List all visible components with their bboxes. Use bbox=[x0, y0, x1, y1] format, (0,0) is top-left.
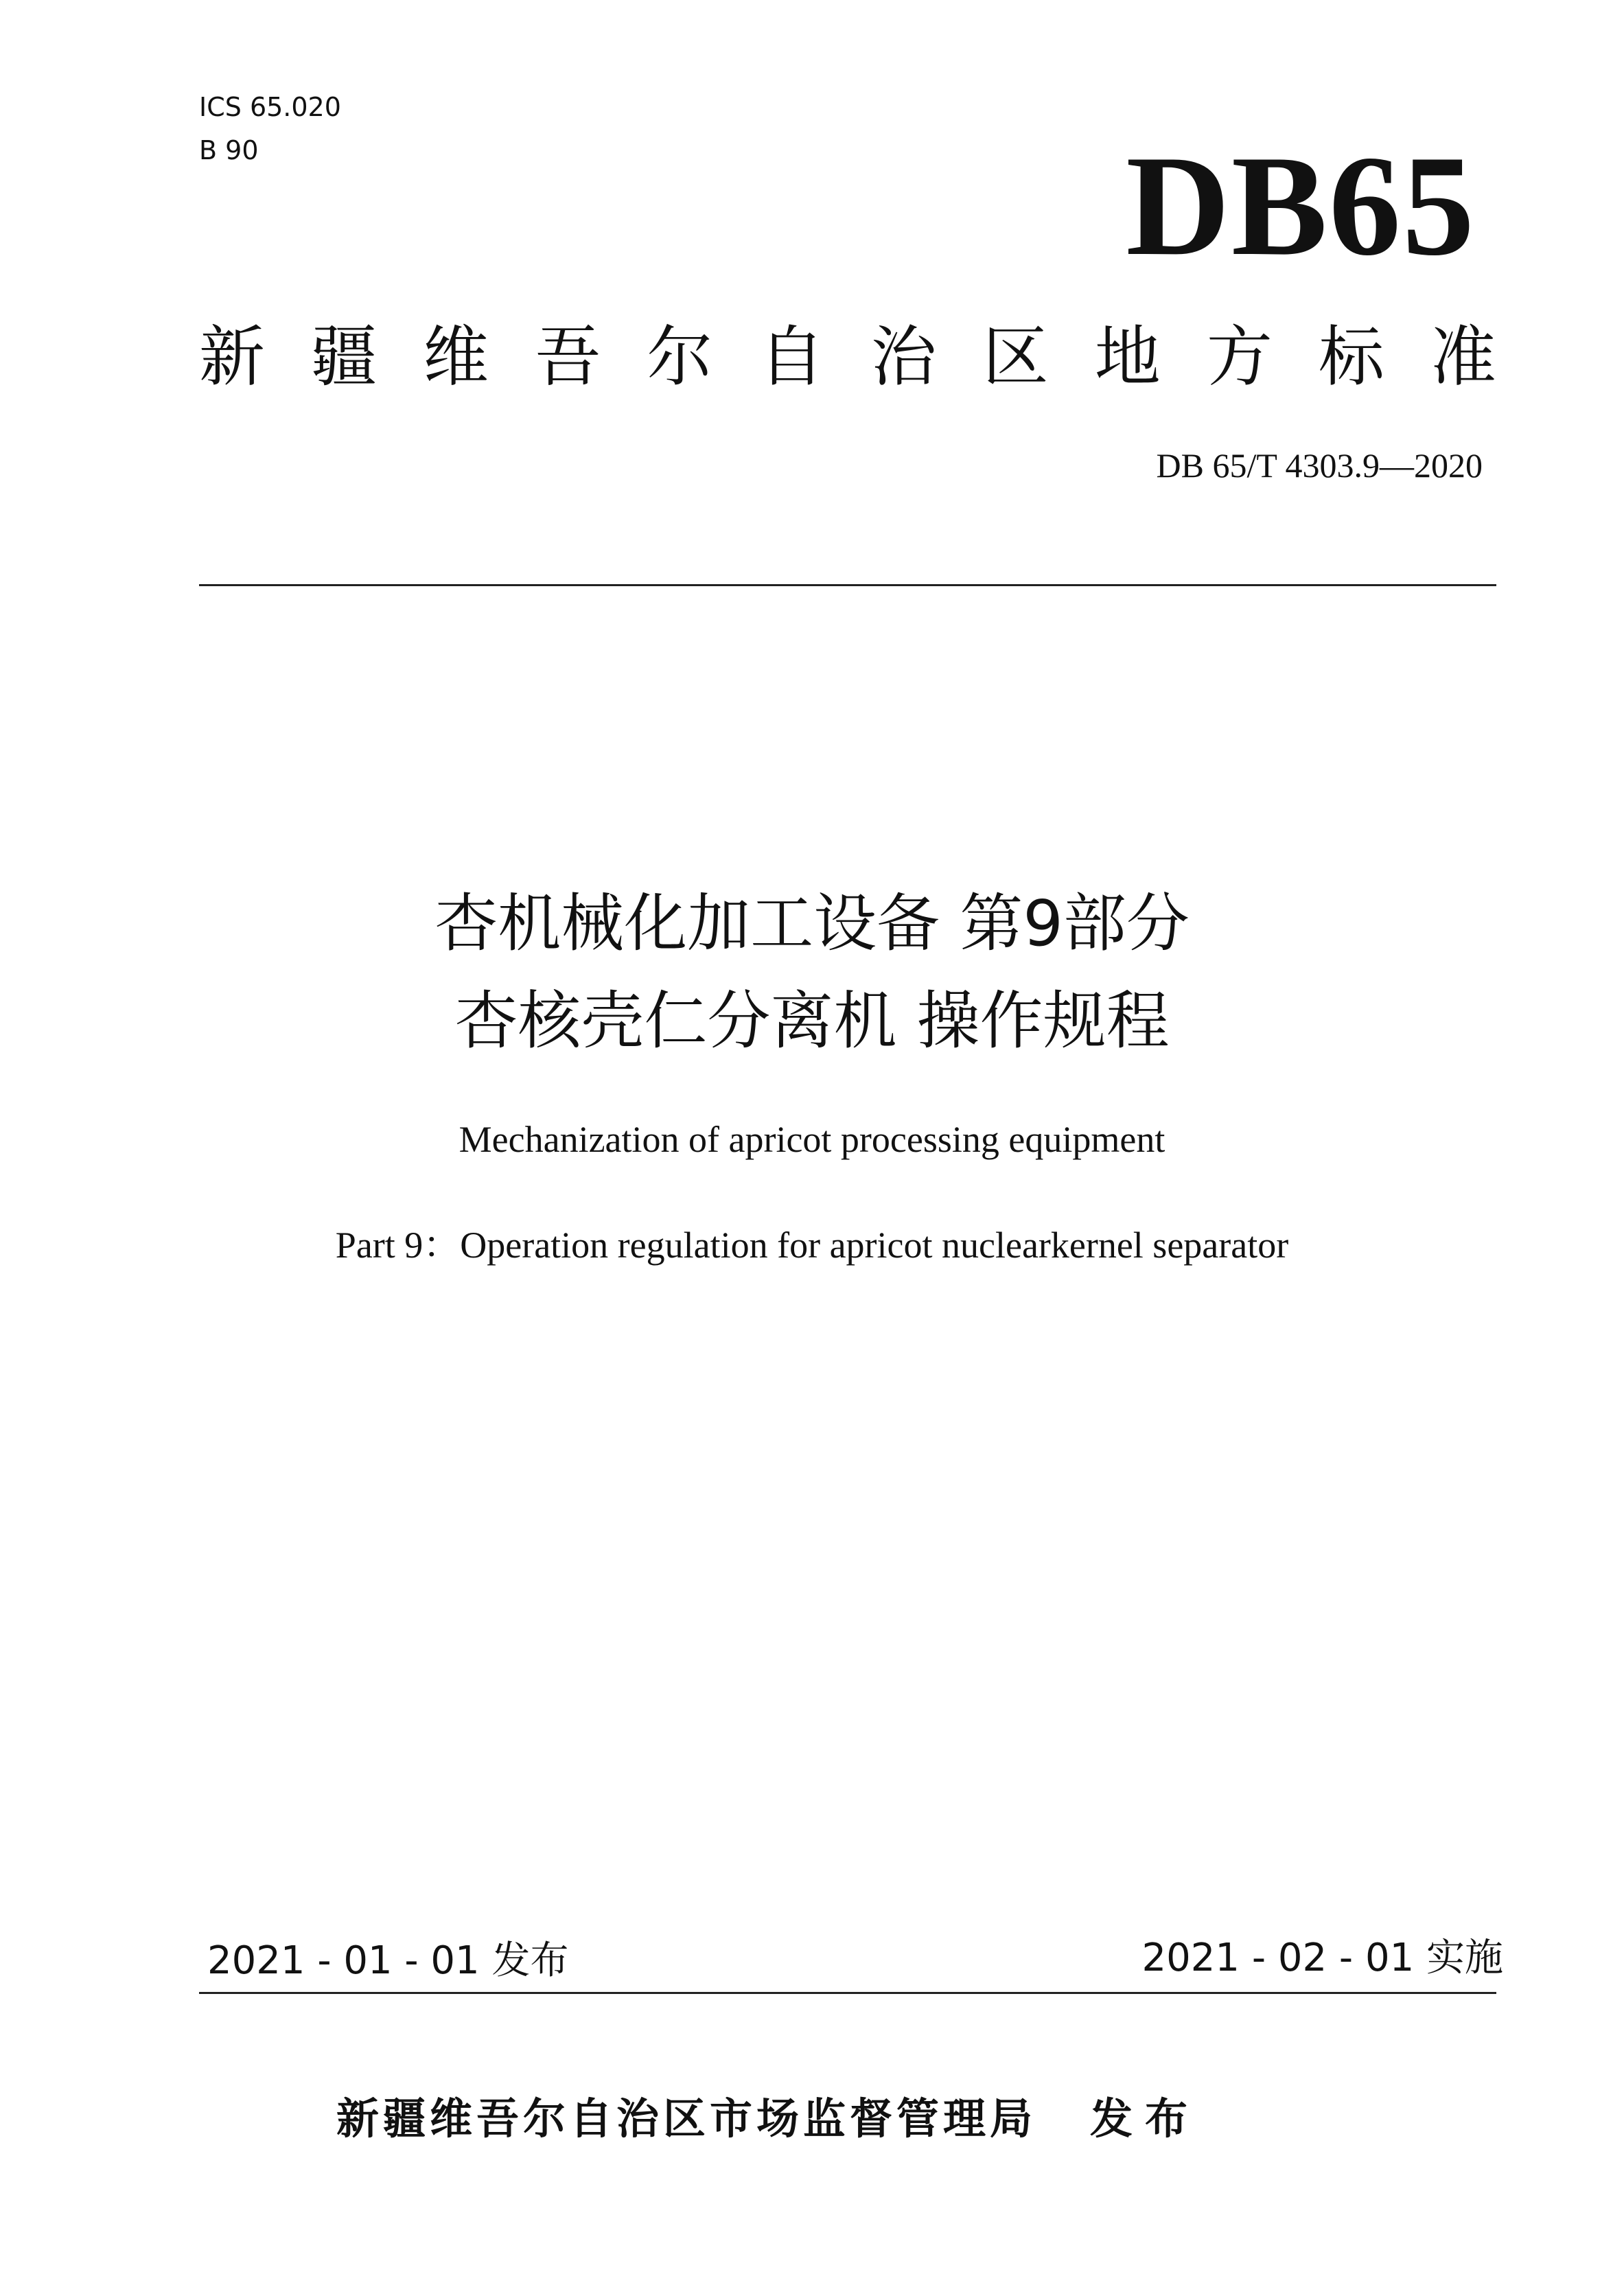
standard-number: DB 65/T 4303.9—2020 bbox=[1156, 446, 1483, 485]
title-en-line2: Part 9：Operation regulation for apricot nuclearkernel separator bbox=[335, 1225, 1289, 1266]
issuer-row bbox=[336, 2088, 1200, 2150]
issue-label: 发布 bbox=[1090, 2094, 1200, 2144]
title-zh-line1: 杏机械化加工设备 第9部分 bbox=[434, 887, 1190, 960]
top-divider bbox=[199, 584, 1496, 586]
issuing-authority: 新疆维吾尔自治区市场监督管理局 bbox=[336, 2094, 1037, 2144]
db65-logo: DB65 bbox=[1126, 126, 1476, 286]
issue-date: 2021 - 01 - 01 发布 bbox=[207, 1938, 569, 1983]
bottom-divider bbox=[199, 1992, 1496, 1994]
title-zh-line2: 杏核壳仁分离机 操作规程 bbox=[454, 984, 1170, 1058]
ics-code: ICS 65.020 bbox=[199, 92, 341, 122]
implementation-date: 2021 - 02 - 01 实施 bbox=[1141, 1936, 1503, 1980]
ccs-code: B 90 bbox=[199, 135, 259, 165]
standard-category-heading: 新疆维吾尔自治区地方标准 bbox=[199, 318, 1496, 395]
title-en-line1: Mechanization of apricot processing equipment bbox=[459, 1119, 1165, 1160]
